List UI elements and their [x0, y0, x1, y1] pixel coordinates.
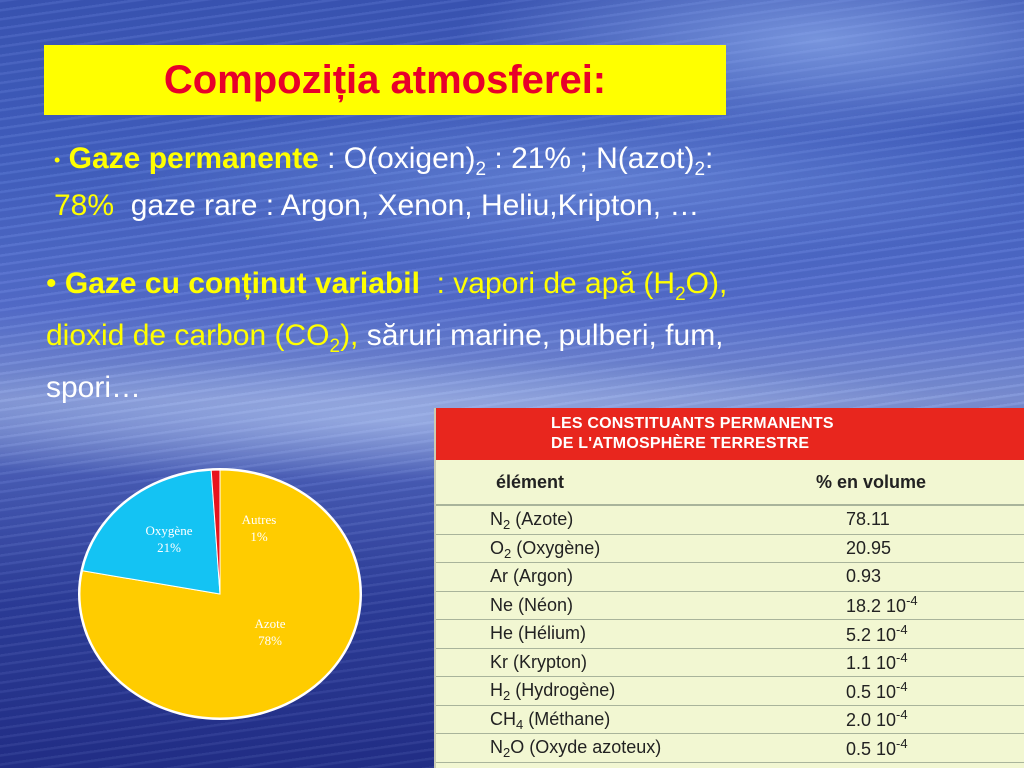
- bullet1-text-a: : O(oxigen): [318, 142, 476, 175]
- title-box: [44, 45, 726, 115]
- bullet2-text-c: dioxid de carbon (CO: [46, 319, 330, 352]
- pie-label-oxygene-pct: 21%: [157, 540, 181, 555]
- bullet2-text-d: ),: [340, 319, 359, 352]
- column-header-percent: % en volume: [816, 471, 927, 492]
- bullet-variable-gases: [46, 258, 986, 414]
- pie-label-azote: [239, 615, 301, 649]
- table-cell-element: Ar (Argon): [490, 566, 574, 587]
- bullet1-text-d: 78%: [54, 189, 115, 223]
- pie-label-oxygene-name: Oxygène: [145, 523, 193, 538]
- table-cell-percent: 0.5 $10^{-4}$: [846, 678, 908, 702]
- bullet2-text-a: : vapori de apă (H: [419, 267, 676, 300]
- pie-label-oxygene: [129, 522, 209, 556]
- pie-chart: [74, 465, 366, 723]
- table-row: [436, 563, 1024, 592]
- pie-label-autres-name: Autres: [241, 512, 277, 527]
- table-header-line1: LES CONSTITUANTS PERMANENTS: [551, 415, 834, 432]
- bullet1-text-e: gaze rare : Argon, Xenon, Heliu,Kripton, …: [114, 189, 700, 223]
- pie-label-azote-pct: 78%: [258, 633, 282, 648]
- table-cell-percent: 0.5 $10^{-4}$: [846, 735, 908, 759]
- table-cell-percent: 18.2 $10^{-4}$: [846, 593, 918, 617]
- table-cell-percent: 2.0 $10^{-4}$: [846, 707, 908, 731]
- table-row: [436, 592, 1024, 621]
- table-cell-percent: 78.11: [846, 509, 890, 530]
- pie-label-autres-pct: 1%: [250, 529, 268, 544]
- bullet-marker: •: [46, 267, 57, 300]
- table-cell-percent: 0.93: [846, 566, 882, 587]
- pie-svg: [74, 465, 366, 723]
- table-cell-element: He (Hélium): [490, 623, 587, 644]
- constituents-table-image: [434, 408, 1024, 768]
- bullet2-sub-a: 2: [675, 284, 686, 305]
- bullet1-text-c: :: [705, 142, 714, 175]
- table-cell-percent: 5.2 $10^{-4}$: [846, 621, 908, 645]
- table-cell-element: $H_2$ (Hydrogène): [490, 680, 616, 704]
- bullet2-text-e: săruri marine, pulberi, fum,: [358, 319, 724, 352]
- table-row: [436, 649, 1024, 678]
- table-cell-percent: 20.95: [846, 537, 892, 558]
- table-body: [436, 506, 1024, 763]
- bullet2-text-b: O),: [685, 267, 728, 300]
- table-row: [436, 506, 1024, 535]
- table-cell-element: Kr (Krypton): [490, 651, 588, 672]
- table-row: [436, 734, 1024, 763]
- bullet2-heading: Gaze cu conținut variabil: [64, 267, 420, 300]
- table-cell-element: $CH_4$ (Méthane): [490, 708, 611, 732]
- bullet-marker: •: [54, 150, 61, 171]
- bullet2-text-f: spori…: [46, 371, 142, 404]
- slide-title: Compoziția atmosferei:: [163, 57, 607, 102]
- table-cell-element: $N_2O$ (Oxyde azoteux): [490, 737, 662, 761]
- bullet1-text-b: : 21% ; N(azot): [486, 142, 695, 175]
- table-row: [436, 706, 1024, 735]
- column-header-element: élément: [496, 471, 565, 492]
- table-cell-percent: 1.1 $10^{-4}$: [846, 650, 908, 674]
- bullet1-heading: Gaze permanente: [68, 142, 319, 175]
- pie-label-autres: [229, 511, 289, 545]
- table-row: [436, 677, 1024, 706]
- bullet2-sub-c: 2: [329, 336, 341, 357]
- table-header: [436, 408, 1024, 460]
- table-header-line2: DE L'ATMOSPHÈRE TERRESTRE: [551, 435, 810, 452]
- table-cell-element: $O_2$ (Oxygène): [490, 537, 601, 561]
- table-row: [436, 535, 1024, 564]
- bullet-permanent-gases: [54, 136, 984, 229]
- pie-label-azote-name: Azote: [254, 616, 286, 631]
- bullet1-sub-b: 2: [694, 159, 706, 180]
- table-row: [436, 620, 1024, 649]
- table-column-headers: [436, 460, 1024, 506]
- table-cell-element: Ne (Néon): [490, 594, 574, 615]
- table-cell-element: $N_2$ (Azote): [490, 509, 574, 533]
- bullet1-sub-a: 2: [475, 159, 487, 180]
